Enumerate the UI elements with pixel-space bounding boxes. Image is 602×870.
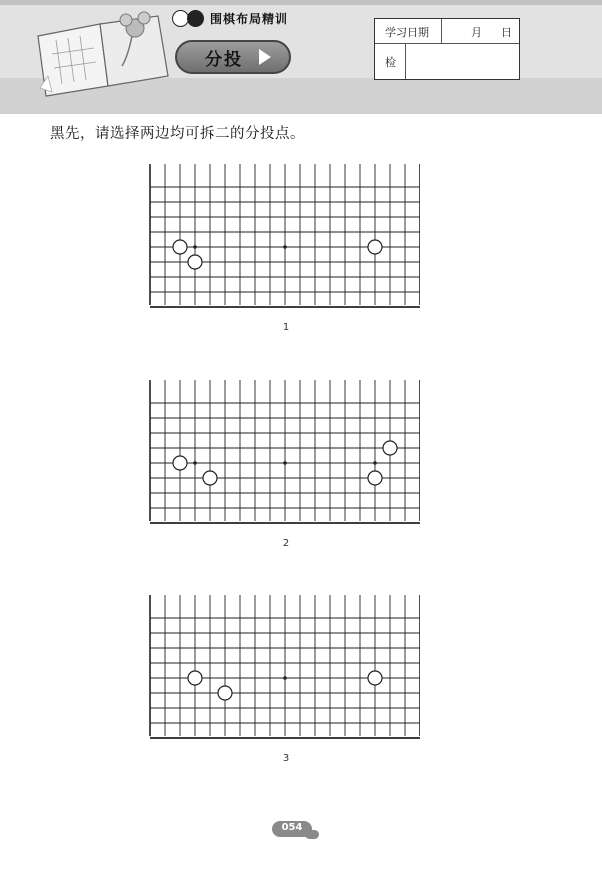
problem-instruction: 黑先，请选择两边均可拆二的分投点。	[50, 126, 305, 142]
study-date-box	[374, 18, 520, 80]
star-point	[373, 461, 377, 465]
star-point	[193, 461, 197, 465]
white-stone	[368, 240, 382, 254]
go-board-1	[148, 164, 420, 310]
lesson-topic-label: 分投	[205, 49, 243, 70]
board-grid-3	[148, 595, 420, 741]
white-stone	[188, 671, 202, 685]
open-book-illustration	[30, 6, 175, 98]
white-stone	[368, 471, 382, 485]
page-header	[0, 0, 602, 114]
date-divider	[441, 19, 442, 43]
white-stone	[173, 240, 187, 254]
star-point	[283, 245, 287, 249]
day-label: 日	[501, 26, 512, 39]
problem-label-2: 2	[282, 538, 290, 549]
header-top-band	[0, 0, 602, 5]
white-stone	[368, 671, 382, 685]
problem-label-3: 3	[282, 753, 290, 764]
white-stone	[203, 471, 217, 485]
dark-smiley-face-icon	[187, 10, 204, 27]
check-divider	[405, 43, 406, 79]
star-point	[283, 461, 287, 465]
page-number-dot	[305, 830, 319, 839]
white-stone	[383, 441, 397, 455]
check-label: 检	[385, 56, 396, 69]
board-grid-1	[148, 164, 420, 310]
page-number: 054	[281, 822, 303, 833]
board-grid-2	[148, 380, 420, 526]
white-stone	[173, 456, 187, 470]
month-label: 月	[471, 26, 482, 39]
header-title-row	[172, 7, 288, 29]
go-board-2	[148, 380, 420, 526]
lesson-topic-button[interactable]	[175, 40, 291, 74]
star-point	[193, 245, 197, 249]
book-title: 围棋布局精训	[210, 11, 289, 26]
study-date-label: 学习日期	[385, 26, 429, 39]
play-arrow-icon	[259, 49, 271, 65]
problem-label-1: 1	[282, 322, 290, 333]
star-point	[283, 676, 287, 680]
white-stone	[218, 686, 232, 700]
go-board-3	[148, 595, 420, 741]
white-stone	[188, 255, 202, 269]
